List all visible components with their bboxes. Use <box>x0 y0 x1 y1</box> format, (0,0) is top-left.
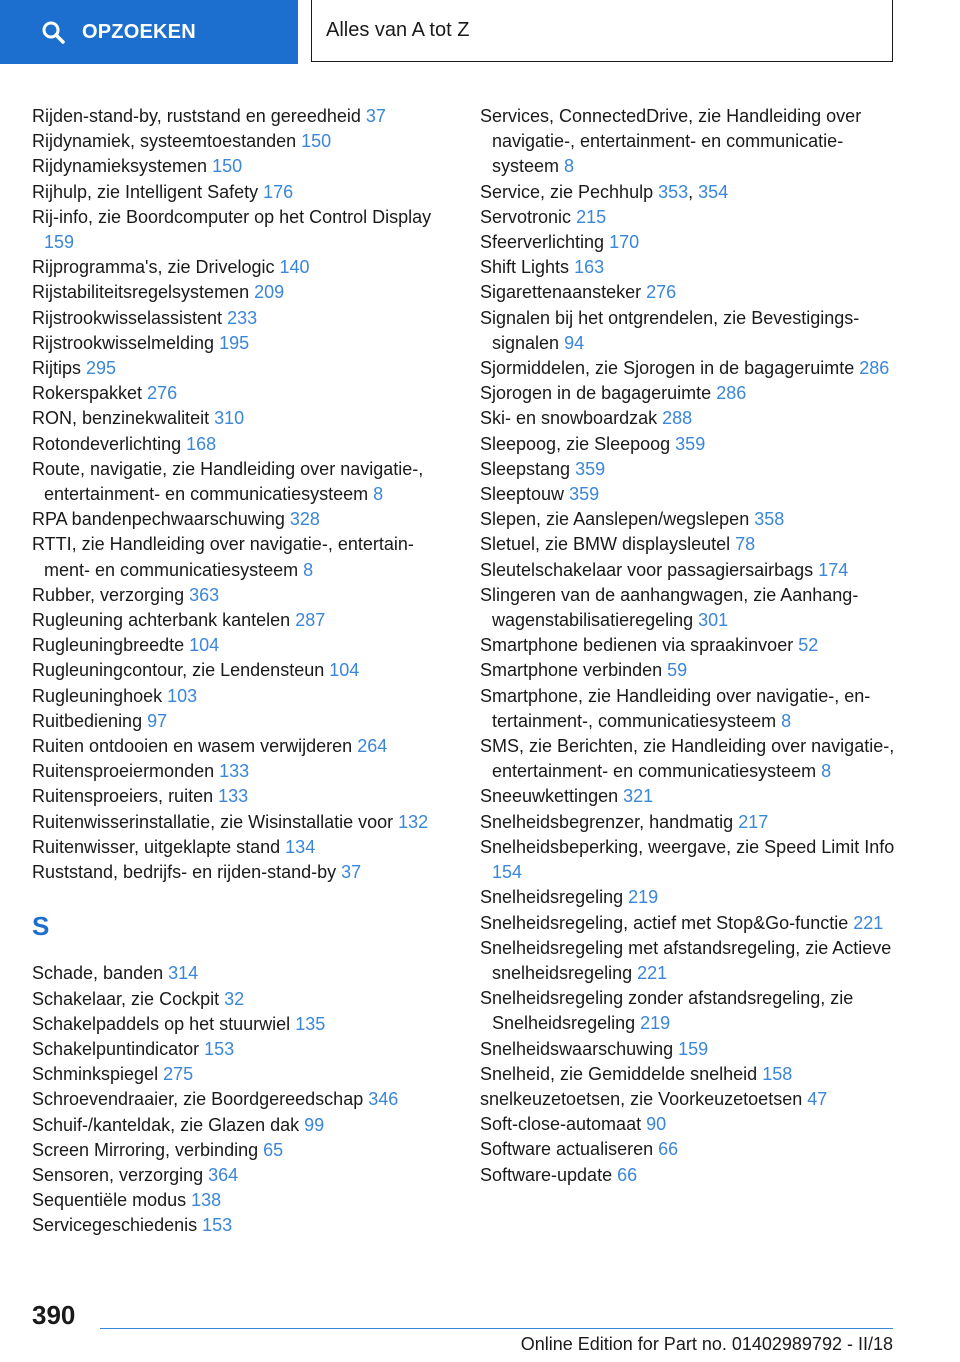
index-entry-text: Rugleuninghoek <box>32 685 163 706</box>
index-entry-text: Sleutelschakelaar voor passagiersairbags <box>480 559 814 580</box>
page-link[interactable]: 364 <box>208 1164 239 1185</box>
index-entry-text: Rokerspakket <box>32 383 143 404</box>
index-entry <box>480 381 900 406</box>
index-entry <box>480 1137 900 1162</box>
index-entry <box>480 507 900 532</box>
index-entry-text: SMS, zie Berichten, zie Handleiding over navigatie-, entertainment- en communicatiesysteem <box>480 736 895 782</box>
index-entry <box>32 633 447 658</box>
index-entry <box>32 1113 447 1138</box>
index-entry-text: Smartphone bedienen via spraakinvoer <box>480 635 794 656</box>
page-link[interactable]: 217 <box>738 811 769 832</box>
index-entry <box>32 684 447 709</box>
section-letter: S <box>32 911 50 942</box>
index-entry <box>32 835 447 860</box>
page-link[interactable]: 132 <box>398 811 429 832</box>
page-link[interactable]: 158 <box>762 1063 793 1084</box>
page-link[interactable]: 219 <box>640 1013 671 1034</box>
footer-divider <box>100 1328 893 1329</box>
index-entry <box>32 810 447 835</box>
index-entry-text: Schakelpuntindicator <box>32 1038 200 1059</box>
index-entry-text: Rotondeverlichting <box>32 433 182 454</box>
index-entry-text: Sensoren, verzorging <box>32 1164 204 1185</box>
index-entry <box>32 180 447 205</box>
index-entry-text: Sigarettenaansteker <box>480 282 642 303</box>
index-entry <box>32 1213 447 1238</box>
page-link[interactable]: 66 <box>658 1139 679 1160</box>
index-entry <box>480 406 900 431</box>
index-entry-text: Slepen, zie Aanslepen/wegslepen <box>480 509 750 530</box>
index-entry-text: Sleepstang <box>480 458 571 479</box>
page-link[interactable]: 288 <box>662 408 693 429</box>
index-entry-text: Sneeuwkettingen <box>480 786 619 807</box>
index-entry-text: Schade, banden <box>32 963 164 984</box>
page-link[interactable]: 286 <box>859 358 890 379</box>
index-entry <box>480 306 900 356</box>
page-link[interactable]: 221 <box>853 912 884 933</box>
page-link[interactable]: 276 <box>646 282 677 303</box>
page-link[interactable]: 52 <box>798 635 819 656</box>
index-entry <box>32 860 447 885</box>
page-link[interactable]: 78 <box>735 534 756 555</box>
index-entry-text: Rijstrookwisselassistent <box>32 307 223 328</box>
index-entry <box>32 1037 447 1062</box>
index-entry <box>32 1138 447 1163</box>
index-entry <box>480 633 900 658</box>
index-entry <box>32 381 447 406</box>
page-link[interactable]: 104 <box>329 660 360 681</box>
page-link[interactable]: 47 <box>807 1088 828 1109</box>
page-link[interactable]: 8 <box>781 710 792 731</box>
index-entry <box>32 658 447 683</box>
index-entry-text: Sequentiële modus <box>32 1190 187 1211</box>
page-link[interactable]: 66 <box>617 1164 638 1185</box>
index-entry-text: Rij-info, zie Boordcomputer op het Control Display <box>32 206 432 227</box>
index-entry <box>32 356 447 381</box>
index-entry-text: Schroevendraaier, zie Boordgereedschap <box>32 1089 364 1110</box>
index-entry <box>32 759 447 784</box>
page-link[interactable]: 346 <box>368 1089 399 1110</box>
page-link[interactable]: 8 <box>373 484 384 505</box>
index-entry: Service, zie Pechhulp 353, 354 <box>480 181 729 202</box>
page-link[interactable]: 153 <box>204 1038 235 1059</box>
index-entry-text: Schakelaar, zie Cockpit <box>32 988 220 1009</box>
index-entry-text: RTTI, zie Handleiding over navigatie-, entertainment- en communicatiesysteem <box>32 534 414 580</box>
index-entry <box>32 1188 447 1213</box>
index-entry-text: Ruiten ontdooien en wasem verwijderen <box>32 736 353 757</box>
page-link[interactable]: 135 <box>295 1013 326 1034</box>
index-entry <box>480 1037 900 1062</box>
page-link[interactable]: 168 <box>186 433 217 454</box>
index-entry-text: Rijprogramma's, zie Drivelogic <box>32 257 275 278</box>
page-link[interactable]: 133 <box>218 786 249 807</box>
index-entry <box>480 1163 900 1188</box>
index-entry-text: Sjorogen in de bagageruimte <box>480 383 712 404</box>
index-entry-text: Snelheidsregeling zonder afstandsregeling, zie Snelheidsregeling <box>480 988 854 1034</box>
page-link[interactable]: 153 <box>202 1215 233 1236</box>
index-entry-text: Ruitbediening <box>32 710 143 731</box>
page-link[interactable]: 301 <box>698 610 729 631</box>
index-column-right <box>480 104 900 1188</box>
page-link[interactable]: 363 <box>189 584 220 605</box>
page-link[interactable]: 233 <box>227 307 258 328</box>
index-entry-text: Snelheid, zie Gemiddelde snelheid <box>480 1063 758 1084</box>
page-link[interactable]: 163 <box>574 257 605 278</box>
index-entry-text: Ruitenwisserinstallatie, zie Wisinstallatie voor <box>32 811 394 832</box>
page-link[interactable]: 90 <box>646 1114 667 1135</box>
index-entry-text: Snelheidsbegrenzer, handmatig <box>480 811 734 832</box>
index-entry <box>32 104 447 129</box>
page-link[interactable]: 275 <box>163 1064 194 1085</box>
page-link[interactable]: 8 <box>303 559 314 580</box>
index-entry-text: Snelheidsregeling <box>480 887 624 908</box>
index-entry <box>480 911 900 936</box>
index-entry-text: Snelheidsregeling met afstandsregeling, zie Actieve snelheidsregeling <box>480 937 892 983</box>
index-entry-text: Snelheidsregeling, actief met Stop&Go-functie <box>480 912 849 933</box>
index-entry <box>32 961 447 986</box>
page-link[interactable]: 359 <box>575 458 606 479</box>
page-link[interactable]: 314 <box>168 963 199 984</box>
index-entry <box>480 810 900 835</box>
index-entry <box>480 885 900 910</box>
index-entry-text: Route, navigatie, zie Handleiding over navigatie-, entertainment- en communicatiesysteem <box>32 458 424 505</box>
index-entry <box>32 987 447 1012</box>
index-entry-text: RPA bandenpechwaarschuwing <box>32 509 285 530</box>
index-entry-text: Service, zie Pechhulp <box>480 181 654 202</box>
page-link[interactable]: 295 <box>86 358 117 379</box>
page-link[interactable]: 37 <box>365 106 386 126</box>
page-link[interactable]: 219 <box>628 887 659 908</box>
index-entry <box>32 1163 447 1188</box>
page-link[interactable]: 287 <box>295 610 326 631</box>
index-entry <box>32 306 447 331</box>
index-entry-text: Servotronic <box>480 206 572 227</box>
index-entry-text: Rijdynamieksystemen <box>32 156 208 177</box>
index-entry <box>32 457 447 507</box>
search-button[interactable] <box>0 0 298 64</box>
page-link[interactable]: 65 <box>263 1139 284 1160</box>
index-entry <box>32 784 447 809</box>
page-link[interactable]: 176 <box>263 181 294 202</box>
index-entry <box>32 1012 447 1037</box>
page-link[interactable]: 103 <box>167 685 198 706</box>
index-entry <box>32 608 447 633</box>
index-entry-text: snelkeuzetoetsen, zie Voorkeuzetoetsen <box>480 1088 803 1109</box>
page-link[interactable]: 138 <box>191 1190 222 1211</box>
index-entry-text: Ski- en snowboardzak <box>480 408 658 429</box>
index-entry-text: Rijhulp, zie Intelligent Safety <box>32 181 259 202</box>
page-link[interactable]: 159 <box>44 232 75 253</box>
index-entry-text: Ruitensproeiers, ruiten <box>32 786 214 807</box>
index-entry-text: Snelheidswaarschuwing <box>480 1038 674 1059</box>
index-entry-text: Sleepoog, zie Sleepoog <box>480 433 671 454</box>
page-link[interactable]: 359 <box>675 433 706 454</box>
index-entry <box>480 986 900 1036</box>
page-link[interactable]: 150 <box>301 131 332 152</box>
index-entry-text: Ruitensproeiermonden <box>32 761 215 782</box>
page-link[interactable]: 150 <box>212 156 243 177</box>
page-link[interactable]: 221 <box>637 962 668 983</box>
page-link[interactable]: 286 <box>716 383 747 404</box>
index-entry-text: Rijstrookwisselmelding <box>32 332 215 353</box>
index-entry-text: Rugleuning achterbank kantelen <box>32 610 291 631</box>
page-link[interactable]: 133 <box>219 761 250 782</box>
page-link[interactable]: 276 <box>147 383 178 404</box>
index-entry-text: RON, benzinekwaliteit <box>32 408 210 429</box>
index-entry <box>32 205 447 255</box>
page-link[interactable]: 32 <box>224 988 245 1009</box>
page-link[interactable]: 328 <box>289 509 320 530</box>
page-link[interactable]: 354 <box>698 181 729 202</box>
tab-a-to-z[interactable] <box>311 0 893 62</box>
index-entry-text: Rijstabiliteitsregelsystemen <box>32 282 250 303</box>
tab-a-to-z-label: Alles van A tot Z <box>326 19 470 41</box>
index-entry <box>480 936 900 986</box>
index-entry <box>480 432 900 457</box>
page-link[interactable]: 8 <box>564 156 575 177</box>
index-entry <box>32 432 447 457</box>
index-entry <box>32 255 447 280</box>
page-link[interactable]: 94 <box>564 332 585 353</box>
index-entry <box>480 255 900 280</box>
index-entry <box>480 457 900 482</box>
index-entry <box>480 1087 900 1112</box>
page-link[interactable]: 140 <box>279 257 310 278</box>
index-entry-text: Software-update <box>480 1164 613 1185</box>
index-entry <box>32 734 447 759</box>
index-entry-text: Sleeptouw <box>480 484 565 505</box>
index-entry <box>480 784 900 809</box>
index-entry-text: Signalen bij het ontgrendelen, zie Bevestigingssignalen <box>480 307 860 353</box>
index-entry <box>480 734 900 784</box>
page-link[interactable]: 359 <box>569 484 600 505</box>
index-entry-text: Ruststand, bedrijfs- en rijden-stand-by <box>32 862 337 883</box>
page-link[interactable]: 215 <box>576 206 607 227</box>
page-link[interactable]: 97 <box>147 710 168 731</box>
index-entry <box>32 583 447 608</box>
index-entry-text: Software actualiseren <box>480 1139 654 1160</box>
index-entry <box>480 684 900 734</box>
index-entry-text: Services, ConnectedDrive, zie Handleiding over navigatie-, entertainment- en communicatiesysteem <box>480 106 862 177</box>
page-number: 390 <box>32 1300 76 1330</box>
page-link[interactable]: 170 <box>609 232 640 253</box>
search-icon <box>40 19 66 45</box>
page-link[interactable]: 174 <box>818 559 849 580</box>
index-entry <box>32 129 447 154</box>
page-link[interactable]: 358 <box>754 509 785 530</box>
page-link[interactable]: 99 <box>304 1114 325 1135</box>
page-link[interactable]: 353 <box>658 181 689 202</box>
index-entry-text: Ruitenwisser, uitgeklapte stand <box>32 836 281 857</box>
index-entry-text: Snelheidsbeperking, weergave, zie Speed Limit Info <box>480 836 895 857</box>
page-link[interactable]: 264 <box>357 736 388 757</box>
index-entry <box>480 1062 900 1087</box>
index-entry <box>32 709 447 734</box>
index-entry-text: Rijtips <box>32 358 82 379</box>
index-entry-text: Soft-close-automaat <box>480 1114 642 1135</box>
index-entry-text: Rubber, verzorging <box>32 584 185 605</box>
page-link[interactable]: 195 <box>219 332 250 353</box>
index-entry <box>32 154 447 179</box>
index-entry-text: Sjormiddelen, zie Sjorogen in de bagageruimte <box>480 358 855 379</box>
index-entry <box>32 532 447 582</box>
index-entry <box>480 280 900 305</box>
index-entry <box>32 507 447 532</box>
page-link[interactable]: 209 <box>254 282 285 303</box>
index-entry-text: Rugleuningcontour, zie Lendensteun <box>32 660 325 681</box>
index-entry <box>32 406 447 431</box>
index-entry-text: Rijden-stand-by, ruststand en gereedheid <box>32 106 361 126</box>
index-entry-text: Schuif-/kanteldak, zie Glazen dak <box>32 1114 300 1135</box>
page-link[interactable]: 8 <box>821 761 832 782</box>
index-entry-text: Shift Lights <box>480 257 570 278</box>
index-entry <box>480 583 900 633</box>
index-entry <box>480 558 900 583</box>
page-link[interactable]: 159 <box>678 1038 709 1059</box>
page-link[interactable]: 37 <box>341 862 362 883</box>
index-entry <box>480 532 900 557</box>
page-link[interactable]: 104 <box>189 635 220 656</box>
index-entry-text: Rijdynamiek, systeemtoestanden <box>32 131 297 152</box>
index-entry-text: Slingeren van de aanhangwagen, zie Aanhangwagenstabilisatieregeling <box>480 584 859 631</box>
index-entry <box>32 280 447 305</box>
page-link[interactable]: 134 <box>285 836 316 857</box>
page-link[interactable]: 59 <box>667 660 688 681</box>
index-entry <box>480 205 900 230</box>
index-entry-text: Schakelpaddels op het stuurwiel <box>32 1013 291 1034</box>
index-entry <box>480 230 900 255</box>
index-entry <box>32 331 447 356</box>
index-entry-text: Sfeerverlichting <box>480 232 605 253</box>
index-entry <box>480 356 900 381</box>
index-entry <box>480 658 900 683</box>
index-entry-text: Smartphone verbinden <box>480 660 663 681</box>
index-entry-text: Rugleuningbreedte <box>32 635 185 656</box>
index-entry <box>480 482 900 507</box>
index-entry-text: Sletuel, zie BMW displaysleutel <box>480 534 731 555</box>
index-entry-text: Screen Mirroring, verbinding <box>32 1139 259 1160</box>
index-entry <box>32 1087 447 1112</box>
index-entry-text: Servicegeschiedenis <box>32 1215 198 1236</box>
index-entry <box>480 835 900 885</box>
page-link[interactable]: 310 <box>214 408 245 429</box>
page-link[interactable]: 321 <box>623 786 654 807</box>
index-column-left <box>32 104 447 1239</box>
search-button-label: OPZOEKEN <box>82 20 196 43</box>
footer-edition-text: Online Edition for Part no. 01402989792 - II/18 <box>520 1334 893 1354</box>
page-link[interactable]: 154 <box>492 862 523 883</box>
index-entry-text: Smartphone, zie Handleiding over navigatie-, entertainment-, communicatiesysteem <box>480 685 871 731</box>
index-entry <box>480 1112 900 1137</box>
index-entry-text: Schminkspiegel <box>32 1064 159 1085</box>
index-entry <box>32 1062 447 1087</box>
index-entry <box>480 104 900 180</box>
